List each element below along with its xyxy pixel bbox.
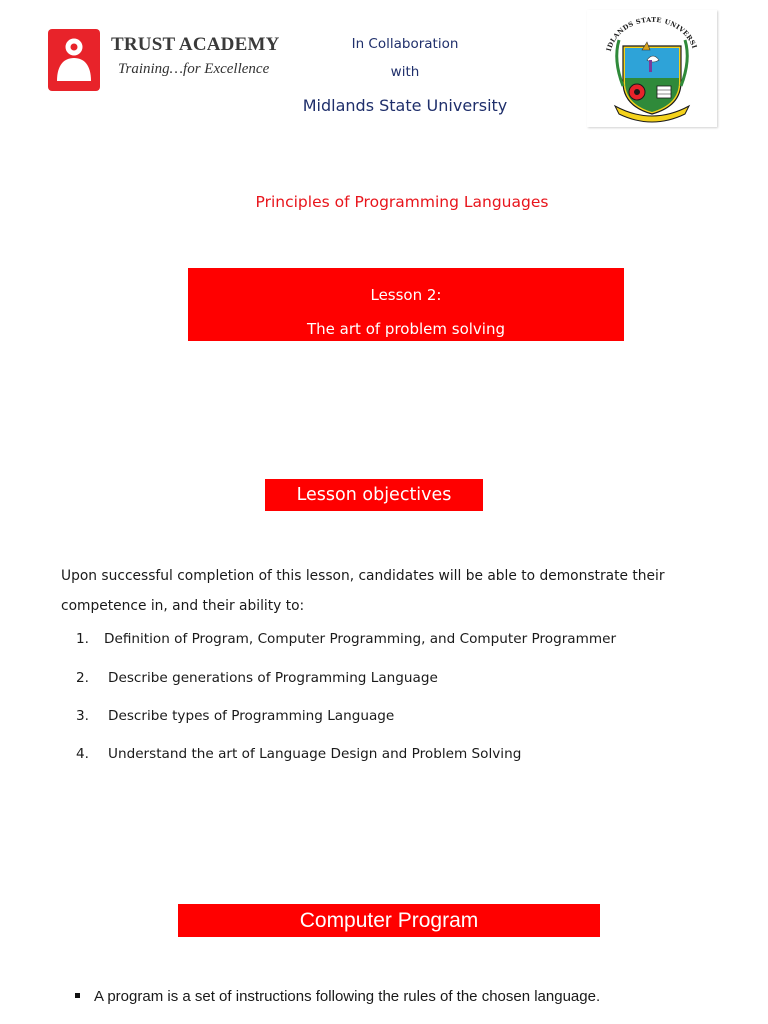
lesson-banner: [188, 268, 624, 341]
university-crest: [587, 10, 717, 127]
list-item-number: 4.: [76, 746, 89, 762]
objectives-intro: Upon successful completion of this lesson, candidates will be able to demonstrate their competence in, and their ability to:: [61, 568, 665, 614]
list-item-number: 3.: [76, 708, 89, 724]
list-item: [76, 708, 394, 724]
square-bullet-icon: [75, 993, 80, 998]
collaboration-label: In Collaboration: [351, 36, 459, 52]
collaboration-with: with: [390, 64, 420, 80]
list-item-text: Describe types of Programming Language: [108, 708, 395, 724]
university-name: Midlands State University: [302, 96, 508, 115]
crest-icon: [587, 10, 717, 127]
list-item-number: 2.: [76, 670, 89, 686]
course-title: Principles of Programming Languages: [255, 193, 549, 211]
list-item-text: Describe generations of Programming Language: [108, 670, 438, 686]
list-item: [76, 746, 521, 762]
trust-academy-logo-icon: [48, 29, 100, 91]
bullet-text: A program is a set of instructions following the rules of the chosen language.: [94, 988, 601, 1005]
section-heading: Computer Program: [178, 904, 600, 937]
objectives-heading: Lesson objectives: [265, 479, 483, 511]
lesson-number: Lesson 2:: [370, 286, 442, 304]
logo-name: TRUST ACADEMY: [111, 34, 280, 55]
crest-motto: IDLANDS STATE UNIVERSI: [604, 15, 699, 53]
list-item-text: Understand the art of Language Design and Problem Solving: [108, 746, 522, 762]
list-item: [76, 631, 616, 647]
logo-tagline: Training…for Excellence: [118, 61, 270, 77]
list-item: [76, 670, 438, 686]
lesson-title: The art of problem solving: [307, 320, 505, 338]
list-item-number: 1.: [76, 631, 89, 647]
list-item-text: Definition of Program, Computer Programming, and Computer Programmer: [104, 631, 617, 647]
